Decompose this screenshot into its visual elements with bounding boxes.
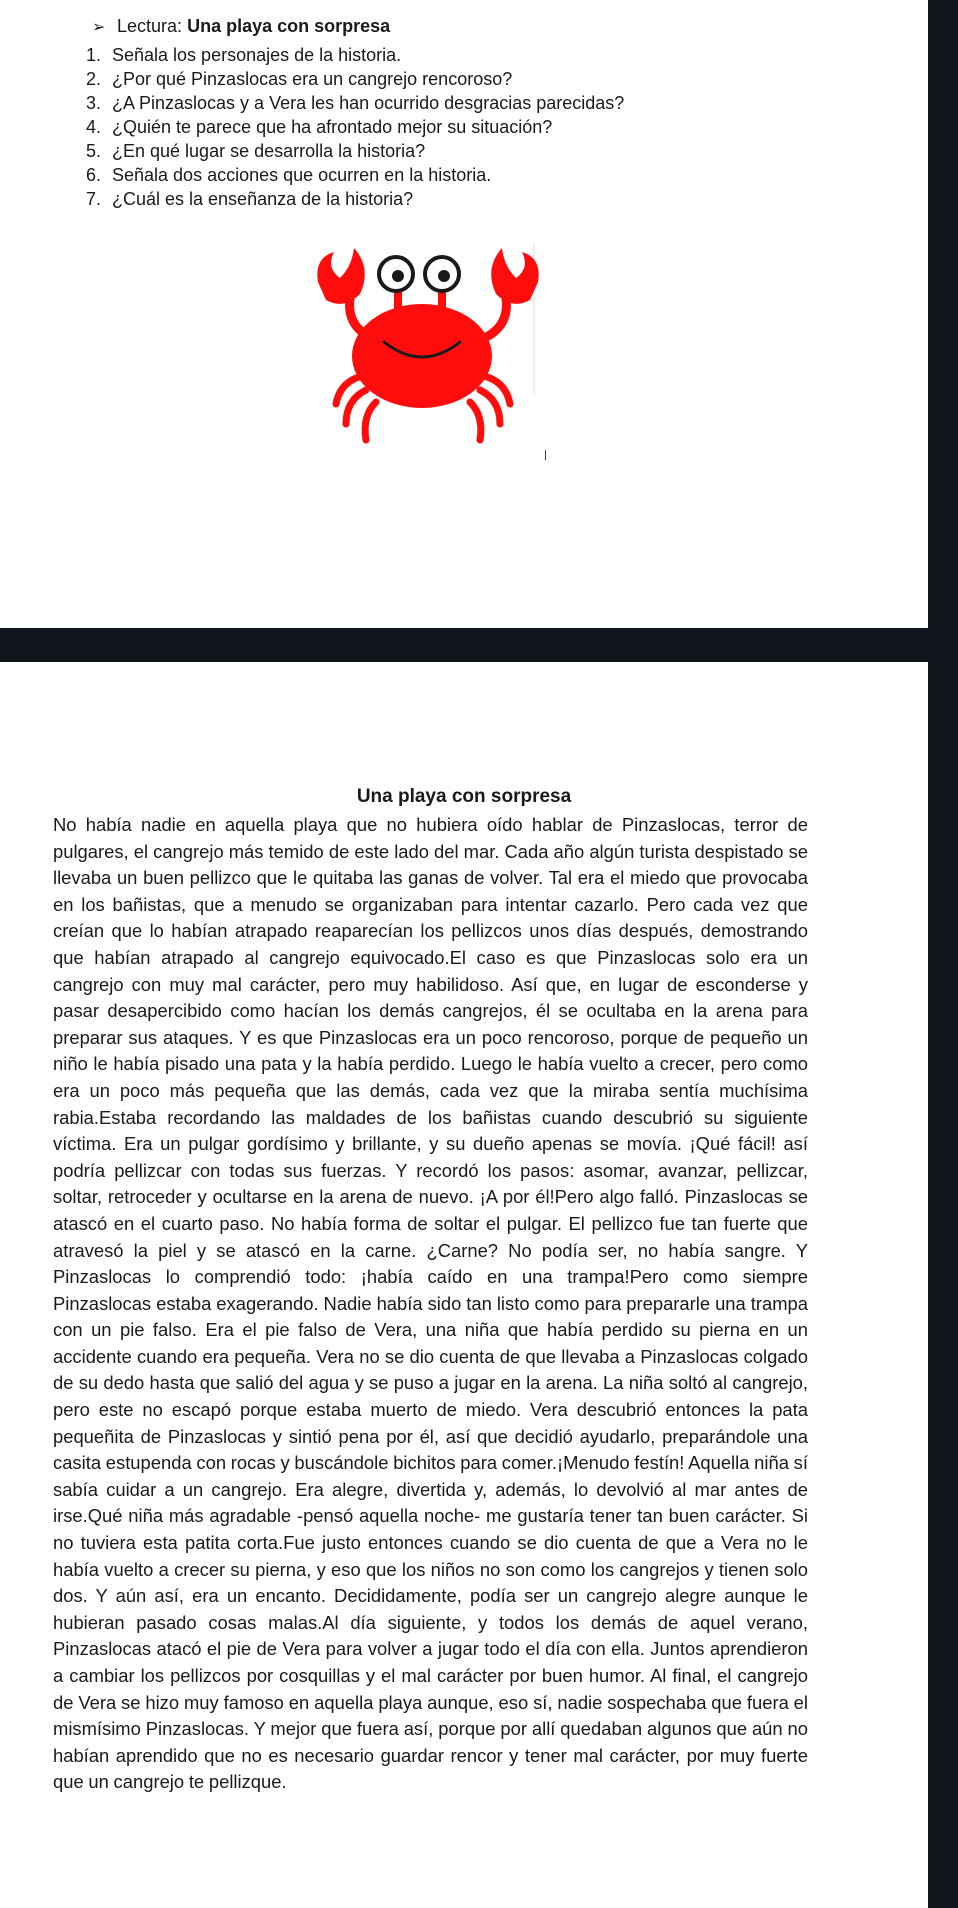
- arrow-bullet-icon: ➢: [92, 19, 106, 36]
- question-item: 5. ¿En qué lugar se desarrolla la historia?: [86, 141, 426, 161]
- worksheet-page: [0, 0, 928, 628]
- reading-label: Lectura:: [117, 16, 183, 36]
- story-title: Una playa con sorpresa: [356, 786, 572, 807]
- reading-title: Una playa con sorpresa: [187, 16, 391, 36]
- right-dark-bar: [928, 0, 958, 1908]
- story-page: [0, 662, 928, 1908]
- question-item: 7. ¿Cuál es la enseñanza de la historia?: [86, 189, 414, 209]
- question-item: 1. Señala los personajes de la historia.: [86, 45, 402, 65]
- story-body: No había nadie en aquella playa que no hubiera oído hablar de Pinzaslocas, terror de pulgares, el cangrejo más temido de este lado del mar. Cada año algún turista despistado se llevaba un buen pellizco que le quitaba las ganas de volver. Tal era el miedo que provocaba en los bañistas, que a menudo se organizaban para intentar cazarlo. Pero cada vez que creían que lo habían atrapado reaparecían los pellizcos unos días después, demostrando que habían atrapado al cangrejo equivocado.El caso es que Pinzaslocas solo era un cangrejo con muy mal carácter, pero muy habilidoso. Así que, en lugar de esconderse y pasar desapercibido como hacían los demás cangrejos, él se ocultaba en la arena para preparar sus ataques. Y es que Pinzaslocas era un poco rencoroso, porque de pequeño un niño le había pisado una pata y la había perdido. Luego le había vuelto a crecer, pero como era un poco más pequeña que las demás, cada vez que la miraba sentía muchísima rabia.Estaba recordando las maldades de los bañistas cuando descubrió su siguiente víctima. Era un pulgar gordísimo y brillante, y su dueño apenas se movía. ¡Qué fácil! así podría pellizcar con todas sus fuerzas. Y recordó los pasos: asomar, avanzar, pellizcar, soltar, retroceder y ocultarse en la arena de nuevo. ¡A por él!Pero algo falló. Pinzaslocas se atascó en el cuarto paso. No había forma de soltar el pulgar. El pellizco fue tan fuerte que atravesó la piel y se atascó en la carne. ¿Carne? No podía ser, no había sangre. Y Pinzaslocas lo comprendió todo: ¡había caído en una trampa!Pero como siempre Pinzaslocas estaba exagerando. Nadie había sido tan listo como para prepararle una trampa con un pie falso. Era el pie falso de Vera, una niña que había perdido su pierna en un accidente cuando era pequeña. Vera no se dio cuenta de que llevaba a Pinzaslocas colgado de su dedo hasta que salió del agua y se puso a jugar en la arena. La niña soltó al cangrejo, pero este no escapó porque estaba muerto de miedo. Vera descubrió entonces la pata pequeñita de Pinzaslocas y sintió pena por él, así que decidió ayudarlo, preparándole una casita estupenda con rocas y buscándole bichitos para comer.¡Menudo festín! Aquella niña sí sabía cuidar a un cangrejo. Era alegre, divertida y, además, lo devolvió al mar antes de irse.Qué niña más agradable -pensó aquella noche- me gustaría tener tan buen carácter. Si no tuviera esta patita corta.Fue justo entonces cuando se dio cuenta de que a Vera no le había vuelto a crecer su pierna, y eso que los niños no son como los cangrejos y tienen solo dos. Y aún así, era un encanto. Decididamente, podía ser un cangrejo alegre aunque le hubieran pasado cosas malas.Al día siguiente, y todos los demás de aquel verano, Pinzaslocas atacó el pie de Vera para volver a jugar todo el día con ella. Juntos aprendieron a cambiar los pellizcos por cosquillas y el mal carácter por buen humor. Al final, el cangrejo de Vera se hizo muy famoso en aquella playa aunque, eso sí, nadie sospechaba que fuera el mismísimo Pinzaslocas. Y mejor que fuera así, porque por allí quedaban algunos que aún no habían aprendido que no es necesario guardar rencor y tener mal carácter, por muy fuerte que un cangrejo te pellizque.: [53, 814, 808, 1793]
- question-item: 4. ¿Quién te parece que ha afrontado mejor su situación?: [86, 117, 553, 137]
- question-item: 3. ¿A Pinzaslocas y a Vera les han ocurrido desgracias parecidas?: [86, 93, 625, 113]
- crab-illustration: [310, 244, 546, 460]
- reading-header: [92, 14, 390, 40]
- question-item: 6. Señala dos acciones que ocurren en la historia.: [86, 165, 492, 185]
- question-item: 2. ¿Por qué Pinzaslocas era un cangrejo rencoroso?: [86, 69, 513, 89]
- page-divider: [0, 628, 928, 662]
- question-list: [86, 43, 624, 211]
- crab-icon: [310, 244, 546, 460]
